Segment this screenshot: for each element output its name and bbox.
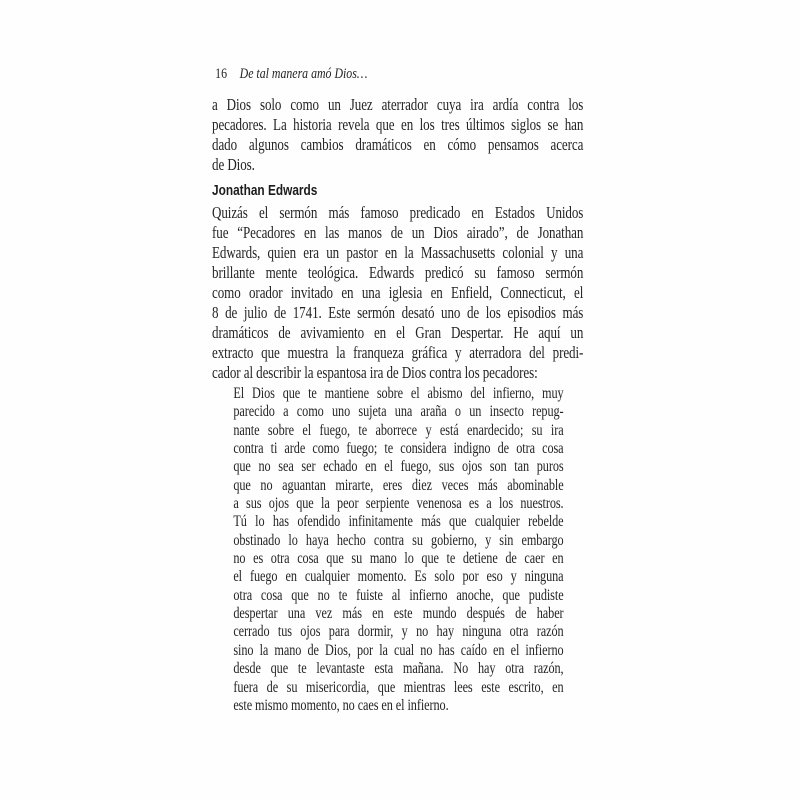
quote-line: despertar una vez más en este mundo después de haber bbox=[233, 605, 564, 623]
quote-line: El Dios que te mantiene sobre el abismo del infierno, muy bbox=[233, 385, 564, 402]
page-number: 16 bbox=[215, 66, 228, 82]
quote-line: sino la mano de Dios, por la cual no has caído en el infierno bbox=[233, 641, 564, 659]
text-line: de Dios. bbox=[212, 155, 255, 174]
running-header bbox=[212, 64, 583, 84]
text-line: como orador invitado en una iglesia en Enfield, Connecticut, el bbox=[212, 283, 584, 302]
text-line: dado algunos cambios dramáticos en cómo pensamos acerca bbox=[212, 135, 584, 154]
paragraph-opening bbox=[212, 95, 583, 175]
text-line: pecadores. La historia revela que en los tres últimos siglos se han bbox=[212, 115, 584, 134]
text-line: dramáticos de avivamiento en el Gran Despertar. He aquí un bbox=[212, 323, 584, 342]
text-line: Quizás el sermón más famoso predicado en Estados Unidos bbox=[212, 203, 584, 222]
paragraph-edwards bbox=[212, 203, 583, 383]
text-line: 8 de julio de 1741. Este sermón desató uno de los episodios más bbox=[212, 303, 584, 322]
quote-line: que no sea ser echado en el fuego, sus ojos son tan puros bbox=[233, 458, 564, 476]
quote-line: nante sobre el fuego, te aborrece y está enardecido; su ira bbox=[233, 421, 564, 439]
sermon-quote bbox=[233, 385, 563, 715]
quote-line: obstinado lo haya hecho contra su gobierno, y sin embargo bbox=[233, 531, 564, 549]
text-line: Edwards, quien era un pastor en la Massachusetts colonial y una bbox=[212, 243, 584, 262]
section-heading: Jonathan Edwards bbox=[212, 182, 318, 199]
quote-line: fuera de su misericordia, que mientras lees este escrito, en bbox=[233, 678, 564, 696]
text-line: a Dios solo como un Juez aterrador cuya ira ardía contra los bbox=[212, 95, 584, 114]
text-line: fue “Pecadores en las manos de un Dios airado”, de Jonathan bbox=[212, 223, 584, 242]
text-line: extracto que muestra la franqueza gráfica y aterradora del predi- bbox=[212, 343, 584, 362]
text-line: cador al describir la espantosa ira de Dios contra los pecadores: bbox=[212, 363, 538, 382]
quote-line: cerrado tus ojos para dormir, y no hay ninguna otra razón bbox=[233, 623, 564, 641]
quote-line: este mismo momento, no caes en el infierno. bbox=[233, 696, 449, 714]
quote-line: parecido a como uno sujeta una araña o un insecto repug- bbox=[233, 403, 564, 421]
quote-line: que no aguantan mirarte, eres diez veces más abominable bbox=[233, 476, 564, 494]
quote-line: Tú lo has ofendido infinitamente más que cualquier rebelde bbox=[233, 513, 564, 531]
quote-line: a sus ojos que la peor serpiente venenosa es a los nuestros. bbox=[233, 495, 564, 513]
quote-line: otra cosa que no te fuiste al infierno anoche, que pudiste bbox=[233, 586, 564, 604]
quote-line: contra ti arde como fuego; te considera indigno de otra cosa bbox=[233, 440, 564, 458]
text-line: brillante mente teológica. Edwards predicó su famoso sermón bbox=[212, 263, 584, 282]
quote-line: no es otra cosa que su mano lo que te detiene de caer en bbox=[233, 550, 564, 568]
quote-line: el fuego en cualquier momento. Es solo por eso y ninguna bbox=[233, 568, 564, 586]
quote-line: desde que te levantaste esta mañana. No hay otra razón, bbox=[233, 660, 564, 678]
running-title: De tal manera amó Dios… bbox=[239, 66, 368, 82]
